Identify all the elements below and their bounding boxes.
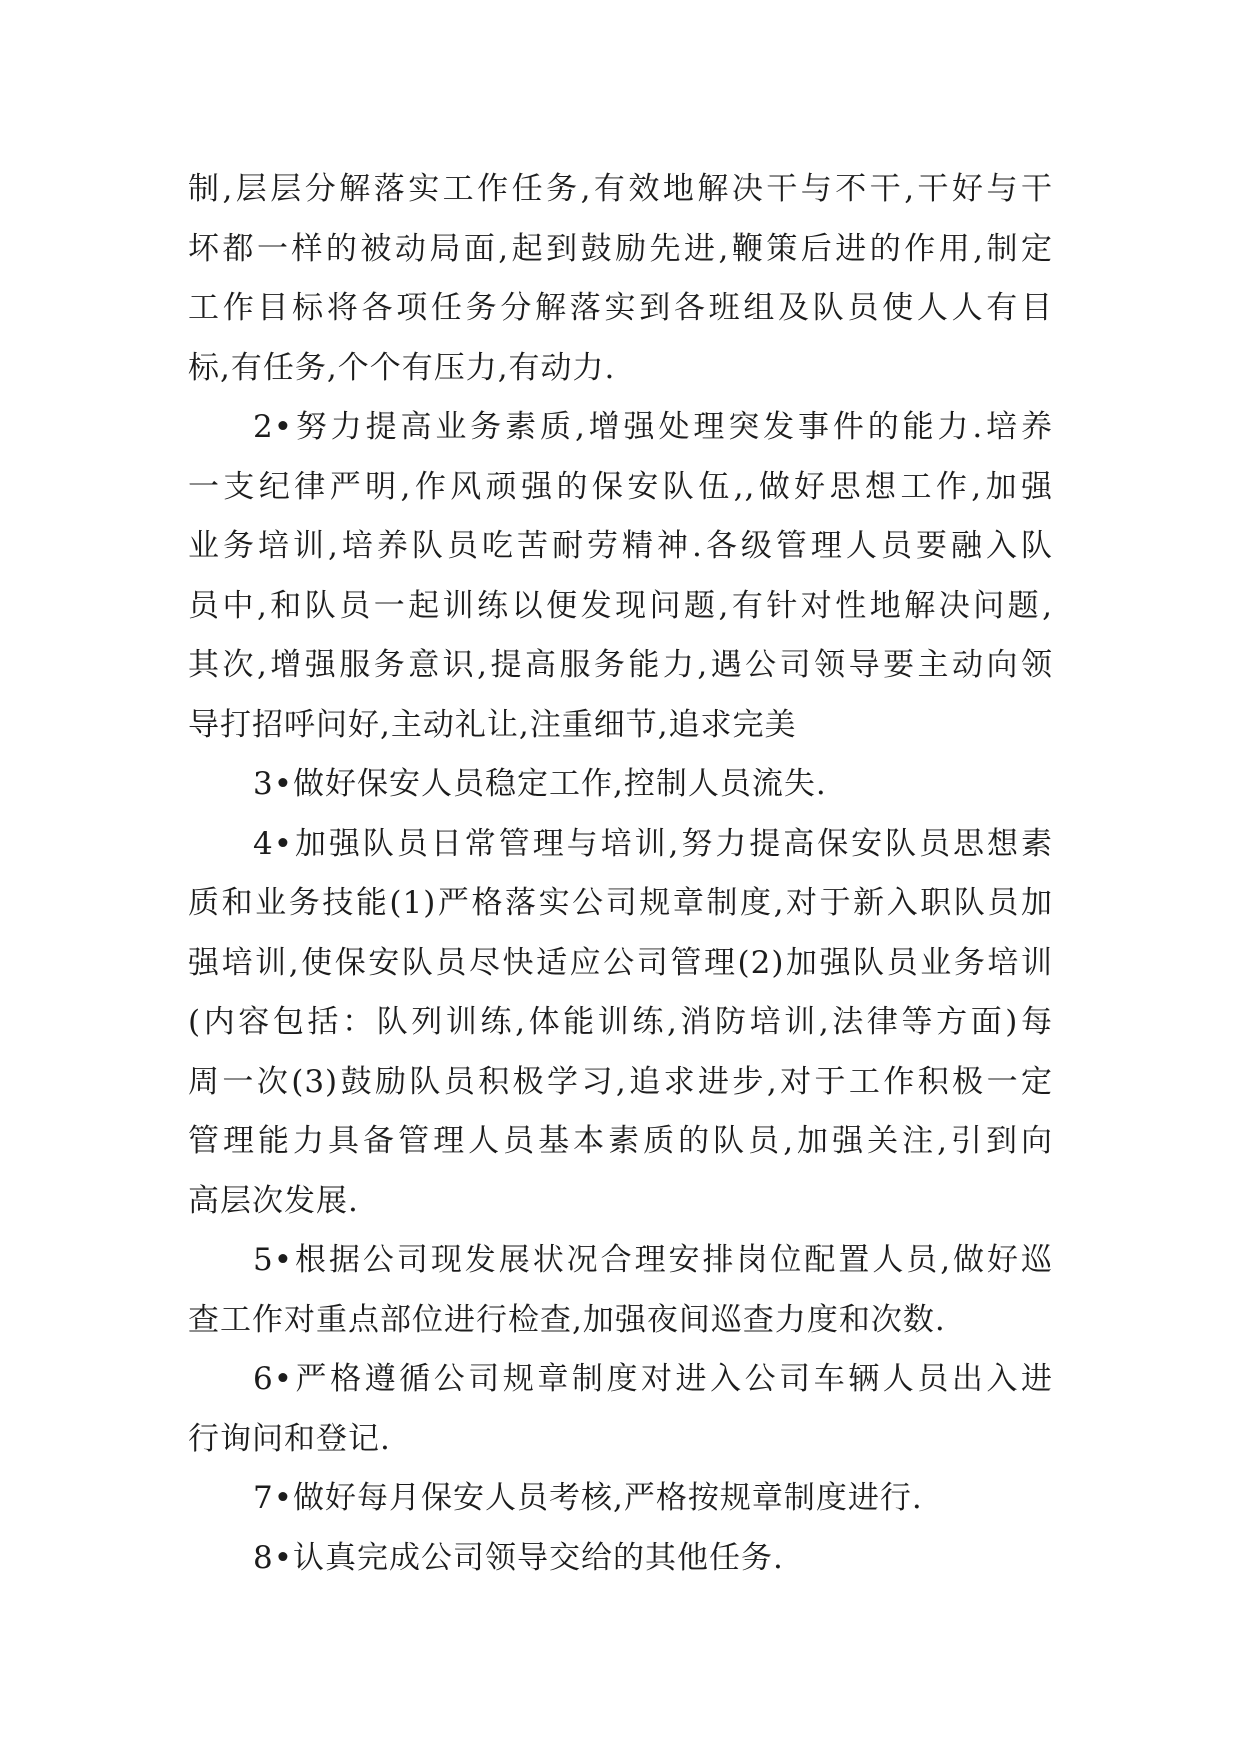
paragraph [188,1231,1053,1350]
paragraph [188,1529,1053,1589]
document-body [188,160,1053,1588]
text-line: 高层次发展. [188,1182,359,1219]
text-line: 标,有任务,个个有压力,有动力. [188,349,616,386]
paragraph [188,160,1053,398]
paragraph [188,815,1053,1232]
text-line: 员中,和队员一起训练以便发现问题,有针对性地解决问题, [188,587,1053,624]
text-line: 3•做好保安人员稳定工作,控制人员流失. [253,766,827,802]
text-line: 导打招呼问好,主动礼让,注重细节,追求完美 [188,706,797,743]
text-line: 坏都一样的被动局面,起到鼓励先进,鞭策后进的作用,制定 [188,230,1053,267]
text-line: 7•做好每月保安人员考核,严格按规章制度进行. [253,1480,923,1516]
text-line: 质和业务技能(1)严格落实公司规章制度,对于新入职队员加 [188,885,1053,921]
text-line: 周一次(3)鼓励队员积极学习,追求进步,对于工作积极一定 [188,1063,1053,1100]
text-line: 6•严格遵循公司规章制度对进入公司车辆人员出入进 [253,1361,1053,1397]
text-line: (内容包括：队列训练,体能训练,消防培训,法律等方面)每 [188,1004,1053,1040]
text-line: 8•认真完成公司领导交给的其他任务. [253,1539,784,1576]
paragraph [188,1469,1053,1529]
text-line: 查工作对重点部位进行检查,加强夜间巡查力度和次数. [188,1301,946,1338]
text-line: 强培训,使保安队员尽快适应公司管理(2)加强队员业务培训 [188,944,1053,981]
text-line: 制,层层分解落实工作任务,有效地解决干与不干,干好与干 [188,171,1053,207]
text-line: 2•努力提高业务素质,增强处理突发事件的能力.培养 [253,409,1053,445]
paragraph [188,1350,1053,1469]
text-line: 业务培训,培养队员吃苦耐劳精神.各级管理人员要融入队 [188,528,1053,564]
text-line: 行询问和登记. [188,1420,391,1457]
text-line: 工作目标将各项任务分解落实到各班组及队员使人人有目 [188,290,1053,326]
paragraph [188,755,1053,815]
text-line: 一支纪律严明,作风顽强的保安队伍,,做好思想工作,加强 [188,468,1053,505]
paragraph [188,398,1053,755]
text-line: 其次,增强服务意识,提高服务能力,遇公司领导要主动向领 [188,647,1053,683]
text-line: 5•根据公司现发展状况合理安排岗位配置人员,做好巡 [253,1242,1053,1278]
text-line: 4•加强队员日常管理与培训,努力提高保安队员思想素 [253,825,1053,862]
text-line: 管理能力具备管理人员基本素质的队员,加强关注,引到向 [188,1123,1053,1159]
